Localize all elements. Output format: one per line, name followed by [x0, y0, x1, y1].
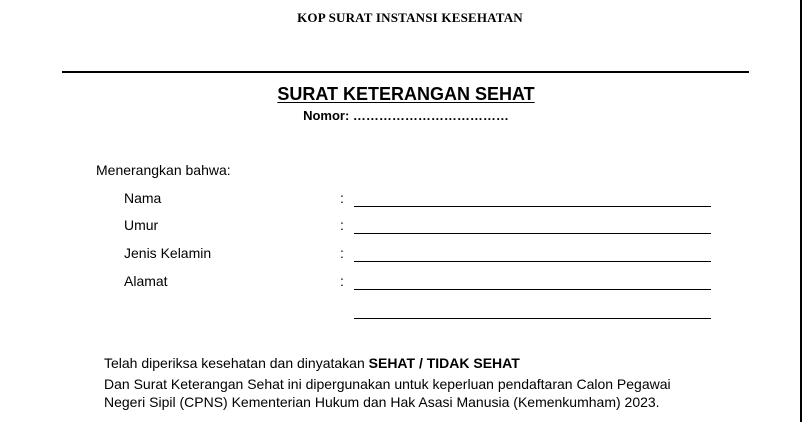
field-label-nama: Nama	[124, 190, 162, 206]
field-row-alamat	[124, 273, 724, 293]
field-row-jenis-kelamin	[124, 245, 724, 265]
field-row-umur	[124, 217, 724, 237]
field-line-jenis-kelamin	[354, 261, 711, 262]
exam-statement	[104, 355, 520, 371]
purpose-line-2: Negeri Sipil (CPNS) Kementerian Hukum dan Hak Asasi Manusia (Kemenkumham) 2023.	[104, 394, 660, 410]
document-number: Nomor: ………………………………	[303, 108, 509, 123]
document-title: SURAT KETERANGAN SEHAT	[277, 84, 535, 104]
field-label-umur: Umur	[124, 217, 159, 233]
field-line-alamat-continued	[354, 318, 711, 319]
field-line-umur	[354, 233, 711, 234]
field-colon: :	[340, 190, 344, 206]
letterhead-title: KOP SURAT INSTANSI KESEHATAN	[297, 10, 523, 25]
field-line-alamat	[354, 289, 711, 290]
purpose-statement	[104, 375, 784, 411]
field-label-jenis-kelamin: Jenis Kelamin	[124, 245, 212, 261]
field-colon: :	[340, 217, 344, 233]
field-label-alamat: Alamat	[124, 273, 168, 289]
purpose-line-1: Dan Surat Keterangan Sehat ini dipergunakan untuk keperluan pendaftaran Calon Pegawai	[104, 376, 671, 392]
exam-result: SEHAT / TIDAK SEHAT	[368, 355, 520, 371]
intro-text: Menerangkan bahwa:	[96, 162, 231, 178]
exam-statement-prefix: Telah diperiksa kesehatan dan dinyatakan	[104, 355, 369, 371]
field-row-nama	[124, 190, 724, 210]
field-colon: :	[340, 245, 344, 261]
letterhead-divider	[62, 71, 749, 73]
field-line-nama	[354, 206, 711, 207]
field-colon: :	[340, 273, 344, 289]
